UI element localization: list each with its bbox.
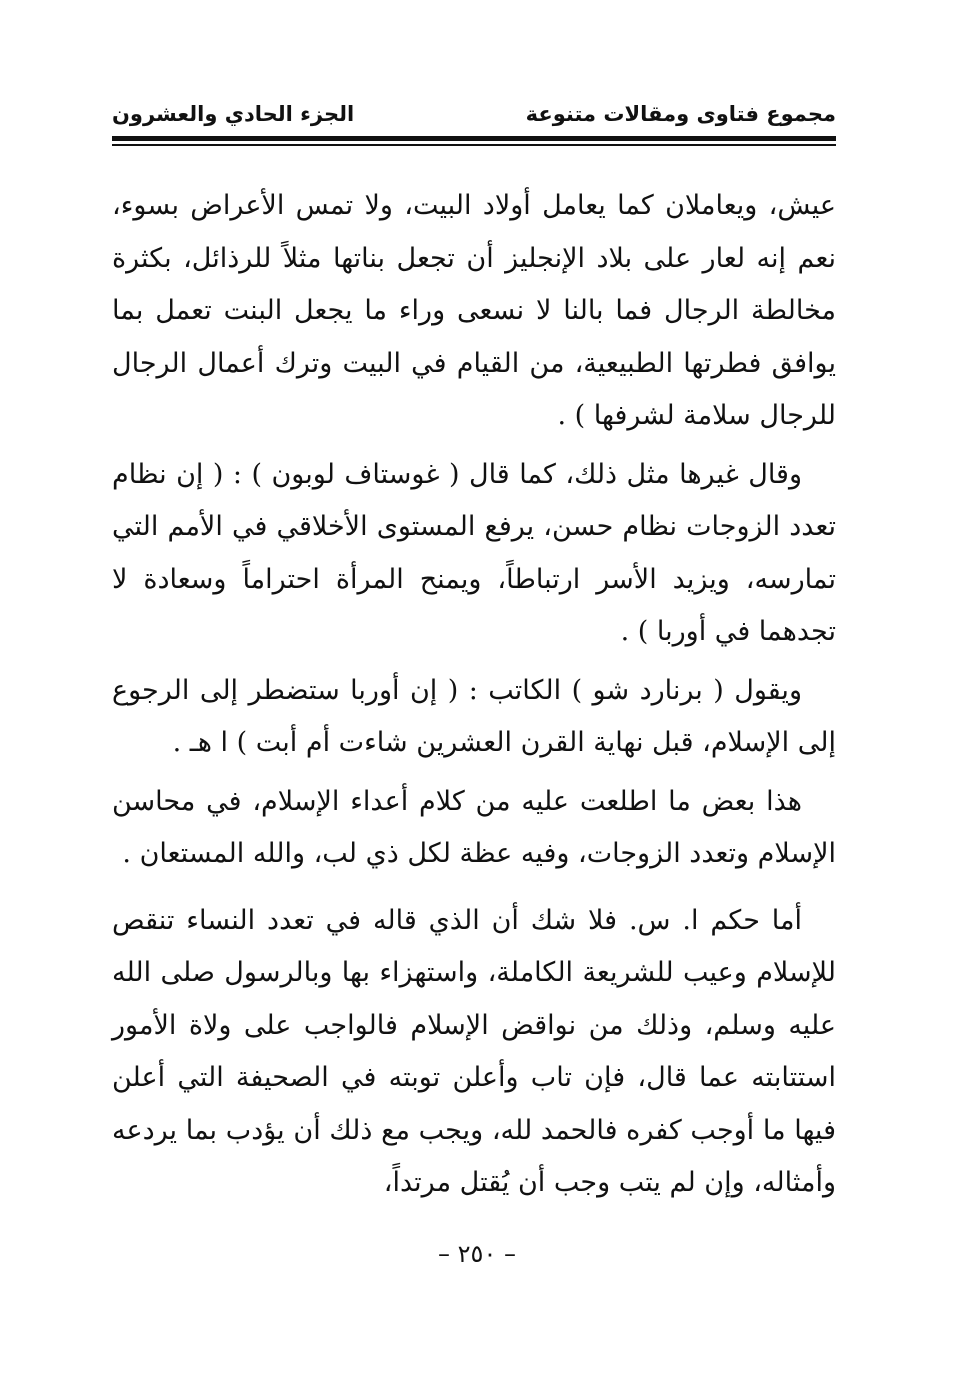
header-rule-thin <box>112 144 836 146</box>
body-text <box>112 180 836 1210</box>
volume-title: الجزء الحادي والعشرون <box>112 102 355 126</box>
paragraph-bernard-shaw-quote: ويقول ( برنارد شو ) الكاتب : ( إن أوربا ستضطر إلى الرجوع إلى الإسلام، قبل نهاية القرن العشرين شاءت أم أبت ) ا هـ . <box>112 674 836 758</box>
page-number: – ٢٥٠ – <box>438 1240 516 1268</box>
book-title: مجموع فتاوى ومقالات متنوعة <box>525 102 836 126</box>
paragraph-ruling: أما حكم ا. س. فلا شك أن الذي قاله في تعدد النساء تنقص للإسلام وعيب للشريعة الكاملة، واستهزاء بها وبالرسول صلى الله عليه وسلم، وذلك من نواقض الإسلام فالواجب على ولاة الأمور استتابته عما قال، فإن تاب وأعلن توبته في الصحيفة التي أعلن فيها ما أوجب كفره فالحمد لله، ويجب مع ذلك أن يؤدب بما يردعه وأمثاله، وإن لم يتب وجب أن يُقتل مرتداً، <box>112 904 836 1198</box>
header-rule-thick <box>112 136 836 141</box>
running-header <box>112 96 836 132</box>
paragraph-continuation: عيش، ويعاملان كما يعامل أولاد البيت، ولا تمس الأعراض بسوء، نعم إنه لعار على بلاد الإنجليز أن تجعل بناتها مثلاً للرذائل، بكثرة مخالطة الرجال فما بالنا لا نسعى وراء ما يجعل البنت تعمل بما يوافق فطرتها الطبيعية، من القيام في البيت وترك أعمال الرجال للرجال سلامة لشرفها ) . <box>112 190 836 431</box>
paragraph-summary: هذا بعض ما اطلعت عليه من كلام أعداء الإسلام، في محاسن الإسلام وتعدد الزوجات، وفيه عظة لكل ذي لب، والله المستعان . <box>112 785 836 869</box>
paragraph-gustave-le-bon-quote: وقال غيرها مثل ذلك، كما قال ( غوستاف لوبون ) : ( إن نظام تعدد الزوجات نظام حسن، يرفع المستوى الأخلاقي في الأمم التي تمارسه، ويزيد الأسر ارتباطاً، ويمنح المرأة احتراماً وسعادة لا تجدهما في أوربا ) . <box>112 458 836 647</box>
